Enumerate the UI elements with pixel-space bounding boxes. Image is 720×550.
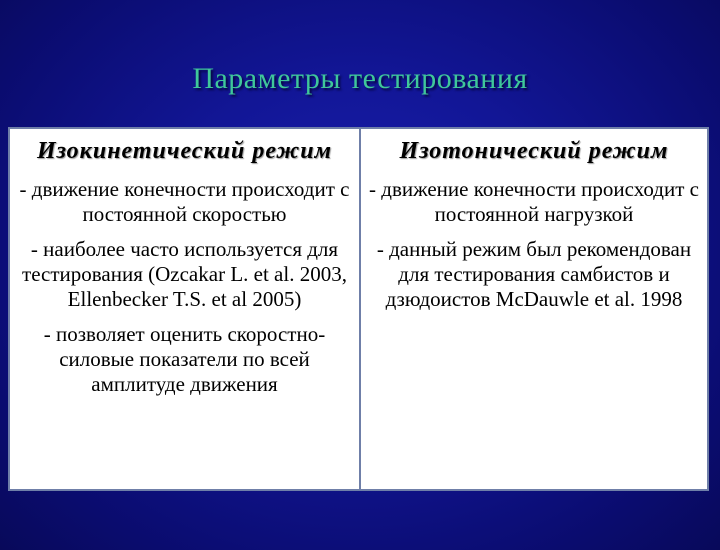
isokinetic-point-2: - наиболее часто используется для тестирования (Ozcakar L. et al. 2003, Ellenbecker T.S. et al 2005) (22, 237, 347, 311)
slide-title: Параметры тестирования (192, 62, 528, 95)
isokinetic-column (10, 129, 361, 489)
comparison-table (8, 127, 709, 491)
isotonic-header: Изотонический режим (399, 138, 669, 164)
isotonic-point-2: - данный режим был рекомендован для тестирования самбистов и дзюдоистов McDauwle et al. 1998 (376, 237, 692, 311)
isokinetic-point-1: - движение конечности происходит с постоянной скоростью (19, 177, 350, 226)
isokinetic-point-3: - позволяет оценить скоростно-силовые показатели по всей амплитуде движения (43, 322, 326, 396)
isotonic-column (361, 129, 707, 489)
isotonic-point-1: - движение конечности происходит с постоянной нагрузкой (369, 177, 699, 226)
isokinetic-header: Изокинетический режим (36, 138, 333, 164)
